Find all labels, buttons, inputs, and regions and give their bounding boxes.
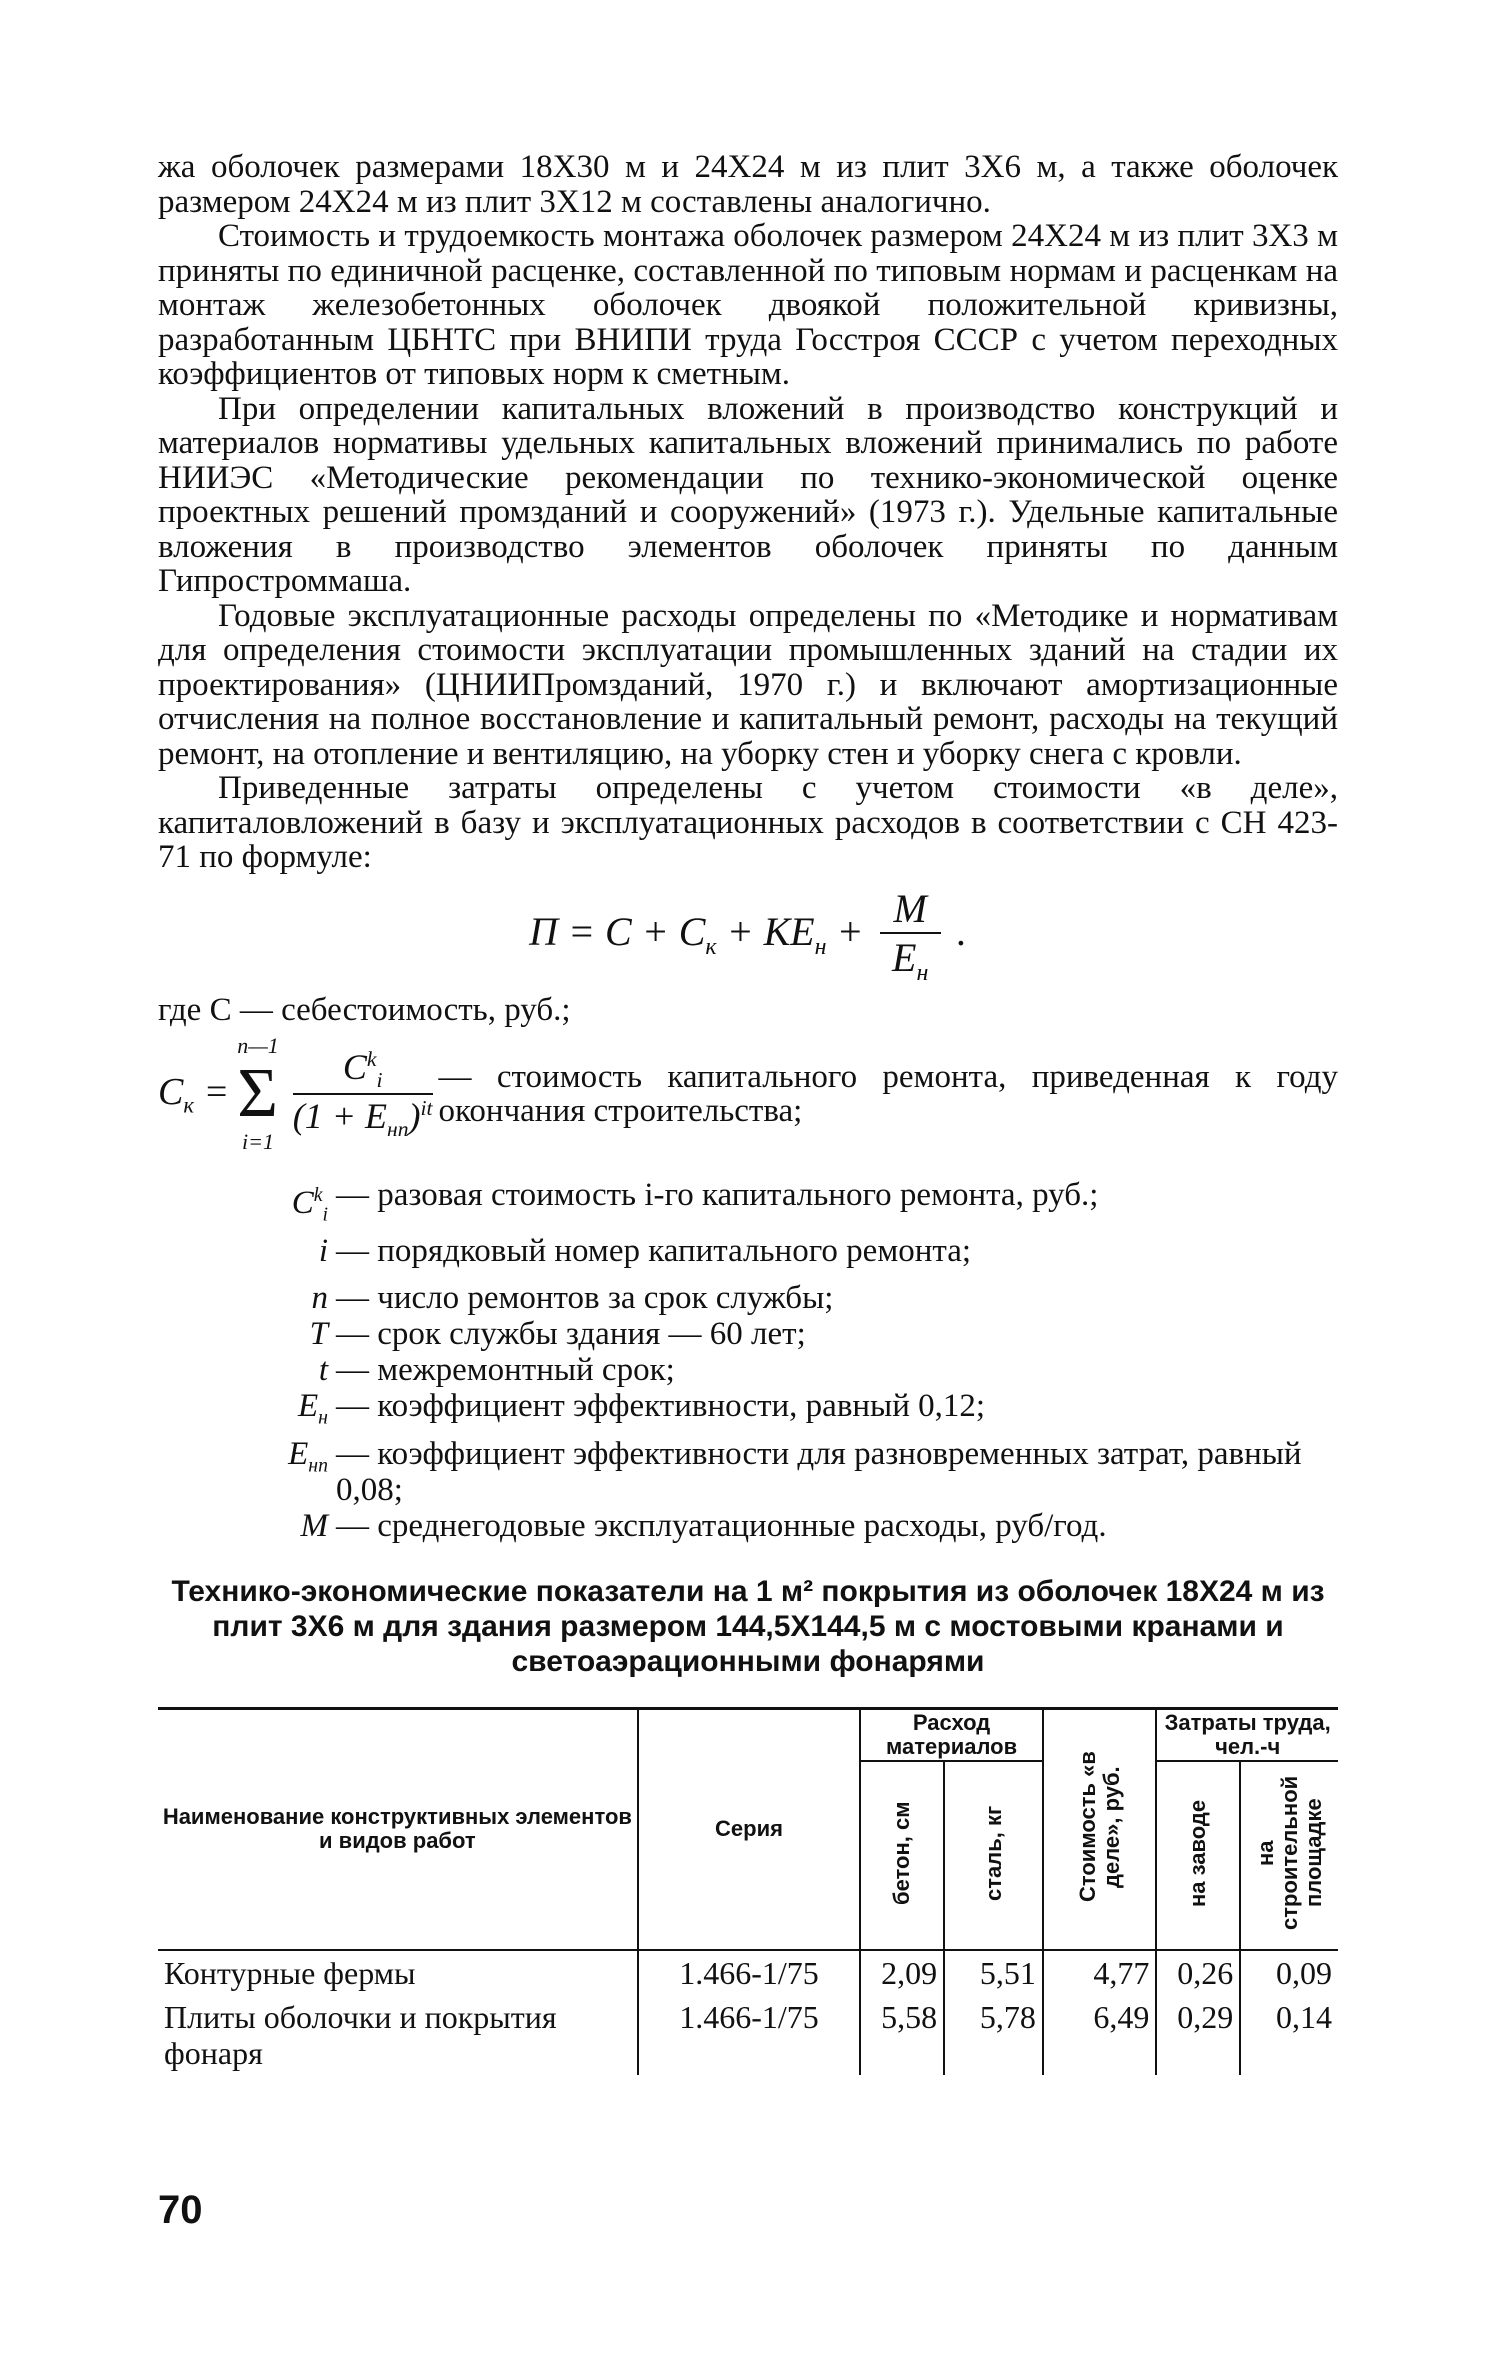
cell-site: 0,09	[1240, 1950, 1338, 1995]
sum-num-sup: k	[366, 1046, 377, 1071]
header-labor: Затраты труда, чел.-ч	[1156, 1708, 1338, 1761]
definition-text: — коэффициент эффективности для разновременных затрат, равный 0,08;	[336, 1435, 1302, 1508]
cell-name: Контурные фермы	[158, 1950, 638, 1995]
formula-numerator: М	[880, 885, 941, 934]
formula-end: .	[946, 908, 967, 954]
symbol-text: n	[311, 1280, 328, 1317]
formula-lhs: П = С + С	[529, 908, 706, 954]
symbol-text: t	[318, 1352, 328, 1389]
main-formula	[158, 885, 1338, 987]
header-steel	[944, 1761, 1043, 1950]
sum-lower-limit: i=1	[241, 1129, 274, 1154]
symbol-text: Е	[298, 1388, 319, 1425]
definition-row	[158, 1436, 1338, 1508]
definition-row	[158, 1233, 1338, 1281]
sum-den-sup: it	[420, 1096, 433, 1120]
formula-mid-sub: н	[814, 933, 827, 960]
sum-eq: =	[194, 1070, 230, 1113]
paragraph-5: Приведенные затраты определены с учетом стоимости «в деле», капиталовложений в базу и эксплуатационных расходов в соответствии с СН 423-71 по формуле:	[158, 770, 1338, 875]
header-concrete-text: бетон, см	[889, 1801, 915, 1905]
header-factory	[1156, 1761, 1240, 1950]
cell-site: 0,14	[1240, 1995, 1338, 2075]
definition-text: — коэффициент эффективности, равный 0,12;	[336, 1388, 986, 1425]
definition-symbol	[158, 1280, 336, 1316]
page-number: 70	[158, 2188, 203, 2232]
definition-text: — межремонтный срок;	[336, 1352, 675, 1389]
definition-symbol	[158, 1436, 336, 1508]
sigma-symbol: Σ	[237, 1055, 278, 1132]
header-materials: Расход материалов	[860, 1708, 1043, 1761]
cell-steel: 5,78	[944, 1995, 1043, 2075]
paragraph-3: При определении капитальных вложений в производство конструкций и материалов нормативы удельных капитальных вложений принимались по работе НИИЭС «Методические рекомендации по технико-экономической оценке проектных решений промзданий и сооружений» (1973 г.). Удельные капитальные вложения в производство элементов оболочек приняты по данным Гипростроммаша.	[158, 390, 1338, 599]
header-site	[1240, 1761, 1338, 1950]
cell-concrete: 5,58	[860, 1995, 944, 2075]
definition-row	[158, 1177, 1338, 1233]
sum-lhs-sub: к	[183, 1092, 195, 1118]
sum-formula	[158, 1033, 1338, 1155]
symbol-sub: нп	[308, 1454, 328, 1477]
sum-den-sub: нп	[387, 1117, 409, 1142]
sum-lhs	[158, 1070, 229, 1119]
paragraph-4: Годовые эксплуатационные расходы определены по «Методике и нормативам для определения стоимости эксплуатации промышленных зданий на стадии их проектирования» (ЦНИИПромзданий, 1970 г.) и включают амортизационные отчисления на полное восстановление и капитальный ремонт, расходы на текущий ремонт, на отопление и вентиляцию, на уборку стен и уборку снега с кровли.	[158, 597, 1338, 772]
formula-fraction	[880, 885, 941, 987]
formula-mid: + КЕ	[716, 908, 815, 954]
paragraph-1: жа оболочек размерами 18X30 м и 24X24 м из плит 3X6 м, а также оболочек размером 24X24 м из плит 3X12 м составлены аналогично.	[158, 149, 1338, 220]
definition-row	[158, 1316, 1338, 1352]
definition-text: — порядковый номер капитального ремонта;	[336, 1232, 972, 1269]
definition-text: — среднегодовые эксплуатационные расходы, руб/год.	[336, 1507, 1107, 1544]
header-site-text: на строительной площадке	[1252, 1775, 1326, 1930]
header-cost	[1043, 1708, 1157, 1950]
sum-lhs-symbol: С	[158, 1070, 184, 1113]
table-row	[158, 1950, 1338, 1995]
formula-lhs-sub: к	[705, 933, 717, 960]
table-row	[158, 1995, 1338, 2075]
definition-symbol	[158, 1508, 336, 1544]
header-cost-text: Стоимость «в деле», руб.	[1074, 1751, 1124, 1903]
sum-den-text: (1 + Е	[292, 1096, 388, 1136]
cell-name: Плиты оболочки и покрытия фонаря	[158, 1995, 638, 2075]
sum-num-sub: i	[376, 1068, 383, 1092]
sum-denominator	[293, 1095, 433, 1142]
definitions-list	[158, 1177, 1338, 1544]
definition-row	[158, 1388, 1338, 1436]
symbol-text: i	[318, 1232, 328, 1269]
definition-row	[158, 1280, 1338, 1316]
definition-symbol	[158, 1388, 336, 1436]
sum-description: — стоимость капитального ремонта, приведенная к году окончания строительства;	[438, 1059, 1338, 1129]
header-steel-text: сталь, кг	[980, 1805, 1006, 1901]
header-factory-text: на заводе	[1185, 1799, 1211, 1907]
formula-den-sub: н	[916, 959, 929, 986]
symbol-sup: k	[313, 1184, 323, 1206]
symbol-text: T	[309, 1316, 328, 1353]
sum-num-symbol: C	[342, 1046, 367, 1087]
formula-den-symbol: Е	[892, 934, 917, 980]
definition-text: — разовая стоимость i-го капитального ремонта, руб.;	[336, 1177, 1099, 1213]
paragraph-2: Стоимость и трудоемкость монтажа оболочек размером 24X24 м из плит 3X3 м приняты по единичной расценке, составленной по типовым нормам и расценкам на монтаж железобетонных оболочек двоякой положительной кривизны, разработанным ЦБНТС при ВНИПИ труда Госстроя СССР с учетом переходных коэффициентов от типовых норм к сметным.	[158, 218, 1338, 392]
definition-symbol	[158, 1352, 336, 1388]
symbol-sub: i	[322, 1203, 328, 1226]
symbol-text: C	[291, 1185, 314, 1221]
definition-text: — срок службы здания — 60 лет;	[336, 1316, 806, 1353]
cell-factory: 0,26	[1156, 1950, 1240, 1995]
cell-series: 1.466-1/75	[638, 1950, 861, 1995]
sigma-block	[237, 1033, 279, 1155]
definition-row	[158, 1352, 1338, 1388]
sum-den-close: )	[408, 1096, 421, 1136]
definition-symbol	[158, 1316, 336, 1352]
page-content	[158, 150, 1338, 2075]
where-c-line: где С — себестоимость, руб.;	[158, 991, 571, 1028]
sum-numerator	[293, 1046, 433, 1095]
definition-text: — число ремонтов за срок службы;	[336, 1280, 834, 1317]
definition-symbol	[158, 1177, 336, 1233]
symbol-text: Е	[288, 1435, 309, 1472]
indicators-table	[158, 1707, 1338, 2075]
definition-row	[158, 1508, 1338, 1544]
cell-cost: 6,49	[1043, 1995, 1157, 2075]
formula-plus: +	[826, 908, 864, 954]
symbol-text: М	[300, 1507, 328, 1544]
sum-fraction	[293, 1046, 433, 1142]
table-caption: Технико-экономические показатели на 1 м² покрытия из оболочек 18X24 м из плит 3X6 м для здания размером 144,5X144,5 м с мостовыми кранами и светоаэрационными фонарями	[171, 1574, 1325, 1678]
definition-symbol	[158, 1233, 336, 1281]
symbol-sub: н	[318, 1406, 328, 1429]
header-concrete	[860, 1761, 944, 1950]
header-series: Серия	[638, 1708, 861, 1950]
cell-steel: 5,51	[944, 1950, 1043, 1995]
cell-factory: 0,29	[1156, 1995, 1240, 2075]
header-name: Наименование конструктивных элементов и видов работ	[158, 1708, 638, 1950]
sum-upper-limit: n—1	[237, 1033, 279, 1058]
formula-denominator	[880, 934, 941, 987]
cell-series: 1.466-1/75	[638, 1995, 861, 2075]
cell-cost: 4,77	[1043, 1950, 1157, 1995]
cell-concrete: 2,09	[860, 1950, 944, 1995]
